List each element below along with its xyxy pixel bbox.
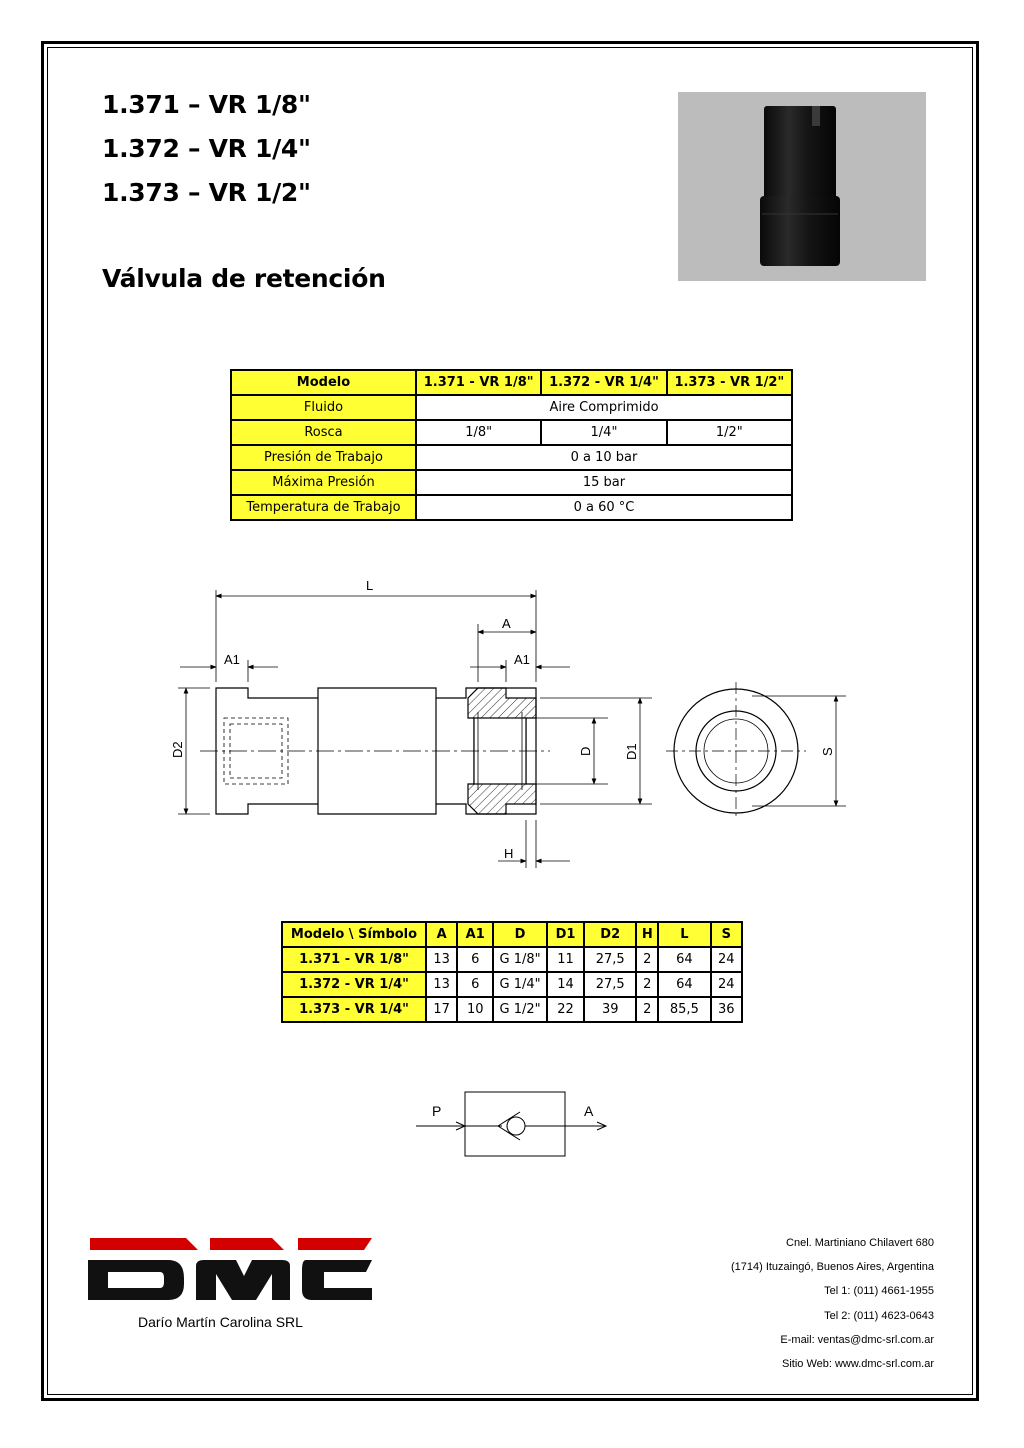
- dmc-logo: [86, 1236, 376, 1306]
- title-model-1: 1.371 – VR 1/8": [102, 90, 311, 119]
- dim-cell: 64: [658, 947, 710, 972]
- spec-label-temperatura: Temperatura de Trabajo: [231, 495, 416, 520]
- contact-tel2: Tel 2: (011) 4623-0643: [824, 1310, 934, 1322]
- dim-cell: G 1/8": [493, 947, 547, 972]
- dim-label-l: L: [366, 578, 374, 593]
- spec-value-rosca-2: 1/4": [541, 420, 666, 445]
- dimension-table: [281, 921, 743, 1023]
- dim-cell: 6: [457, 947, 493, 972]
- contact-web[interactable]: Sitio Web: www.dmc-srl.com.ar: [782, 1358, 934, 1370]
- dim-cell: 2: [636, 997, 658, 1022]
- dim-cell: 1.373 - VR 1/4": [282, 997, 426, 1022]
- dim-label-d2: D2: [170, 741, 185, 758]
- dim-cell: 36: [711, 997, 742, 1022]
- spec-header-model-3: 1.373 - VR 1/2": [667, 370, 792, 395]
- spec-label-fluido: Fluido: [231, 395, 416, 420]
- spec-header-model-2: 1.372 - VR 1/4": [541, 370, 666, 395]
- dim-header-modelo: Modelo \ Símbolo: [282, 922, 426, 947]
- contact-address: Cnel. Martiniano Chilavert 680: [786, 1237, 934, 1249]
- dim-label-a: A: [502, 616, 511, 631]
- dim-cell: 13: [426, 972, 457, 997]
- dim-cell: G 1/4": [493, 972, 547, 997]
- dim-cell: 24: [711, 972, 742, 997]
- dim-cell: 39: [584, 997, 636, 1022]
- dim-header-h: H: [636, 922, 658, 947]
- dim-cell: 2: [636, 947, 658, 972]
- symbol-port-a: A: [584, 1103, 594, 1119]
- dim-cell: 14: [547, 972, 584, 997]
- dim-label-a1-right: A1: [514, 652, 530, 667]
- dim-cell: 24: [711, 947, 742, 972]
- dim-label-d: D: [578, 746, 593, 756]
- dim-header-s: S: [711, 922, 742, 947]
- dim-header-d1: D1: [547, 922, 584, 947]
- spec-value-presion: 0 a 10 bar: [416, 445, 792, 470]
- dim-cell: 1.372 - VR 1/4": [282, 972, 426, 997]
- dim-cell: 11: [547, 947, 584, 972]
- dim-label-h: H: [504, 846, 514, 861]
- symbol-port-p: P: [432, 1103, 442, 1119]
- check-valve-symbol: [412, 1090, 612, 1162]
- spec-value-maxima: 15 bar: [416, 470, 792, 495]
- dim-header-l: L: [658, 922, 710, 947]
- title-model-3: 1.373 – VR 1/2": [102, 178, 311, 207]
- dim-label-a1-left: A1: [224, 652, 240, 667]
- title-model-2: 1.372 – VR 1/4": [102, 134, 311, 163]
- dim-cell: G 1/2": [493, 997, 547, 1022]
- table-row: [282, 997, 742, 1022]
- dim-cell: 22: [547, 997, 584, 1022]
- dim-cell: 64: [658, 972, 710, 997]
- table-row: [282, 972, 742, 997]
- product-photo: [678, 92, 926, 281]
- dim-cell: 85,5: [658, 997, 710, 1022]
- spec-value-rosca-3: 1/2": [667, 420, 792, 445]
- contact-city: (1714) Ituzaingó, Buenos Aires, Argentina: [730, 1261, 934, 1273]
- dim-cell: 2: [636, 972, 658, 997]
- spec-value-temperatura: 0 a 60 °C: [416, 495, 792, 520]
- company-name: Darío Martín Carolina SRL: [138, 1314, 303, 1330]
- spec-table: [230, 369, 793, 521]
- technical-drawing: [160, 572, 860, 872]
- spec-label-presion: Presión de Trabajo: [231, 445, 416, 470]
- dim-cell: 1.371 - VR 1/8": [282, 947, 426, 972]
- dim-header-d: D: [493, 922, 547, 947]
- dim-cell: 10: [457, 997, 493, 1022]
- dim-cell: 27,5: [584, 947, 636, 972]
- logo-text: DMC: [86, 1236, 89, 1237]
- spec-header-model-1: 1.371 - VR 1/8": [416, 370, 541, 395]
- dim-header-a: A: [426, 922, 457, 947]
- dim-label-s: S: [820, 747, 835, 756]
- dim-cell: 17: [426, 997, 457, 1022]
- spec-label-maxima: Máxima Presión: [231, 470, 416, 495]
- contact-email[interactable]: E-mail: ventas@dmc-srl.com.ar: [780, 1334, 934, 1346]
- spec-header-modelo: Modelo: [231, 370, 416, 395]
- dim-header-a1: A1: [457, 922, 493, 947]
- subtitle: Válvula de retención: [102, 264, 386, 293]
- contact-tel1: Tel 1: (011) 4661-1955: [824, 1285, 934, 1297]
- dim-cell: 13: [426, 947, 457, 972]
- table-row: [282, 947, 742, 972]
- spec-label-rosca: Rosca: [231, 420, 416, 445]
- spec-value-rosca-1: 1/8": [416, 420, 541, 445]
- dim-cell: 27,5: [584, 972, 636, 997]
- dim-cell: 6: [457, 972, 493, 997]
- spec-value-fluido: Aire Comprimido: [416, 395, 792, 420]
- dim-label-d1: D1: [624, 743, 639, 760]
- dim-header-d2: D2: [584, 922, 636, 947]
- dim-table-header-row: [282, 922, 742, 947]
